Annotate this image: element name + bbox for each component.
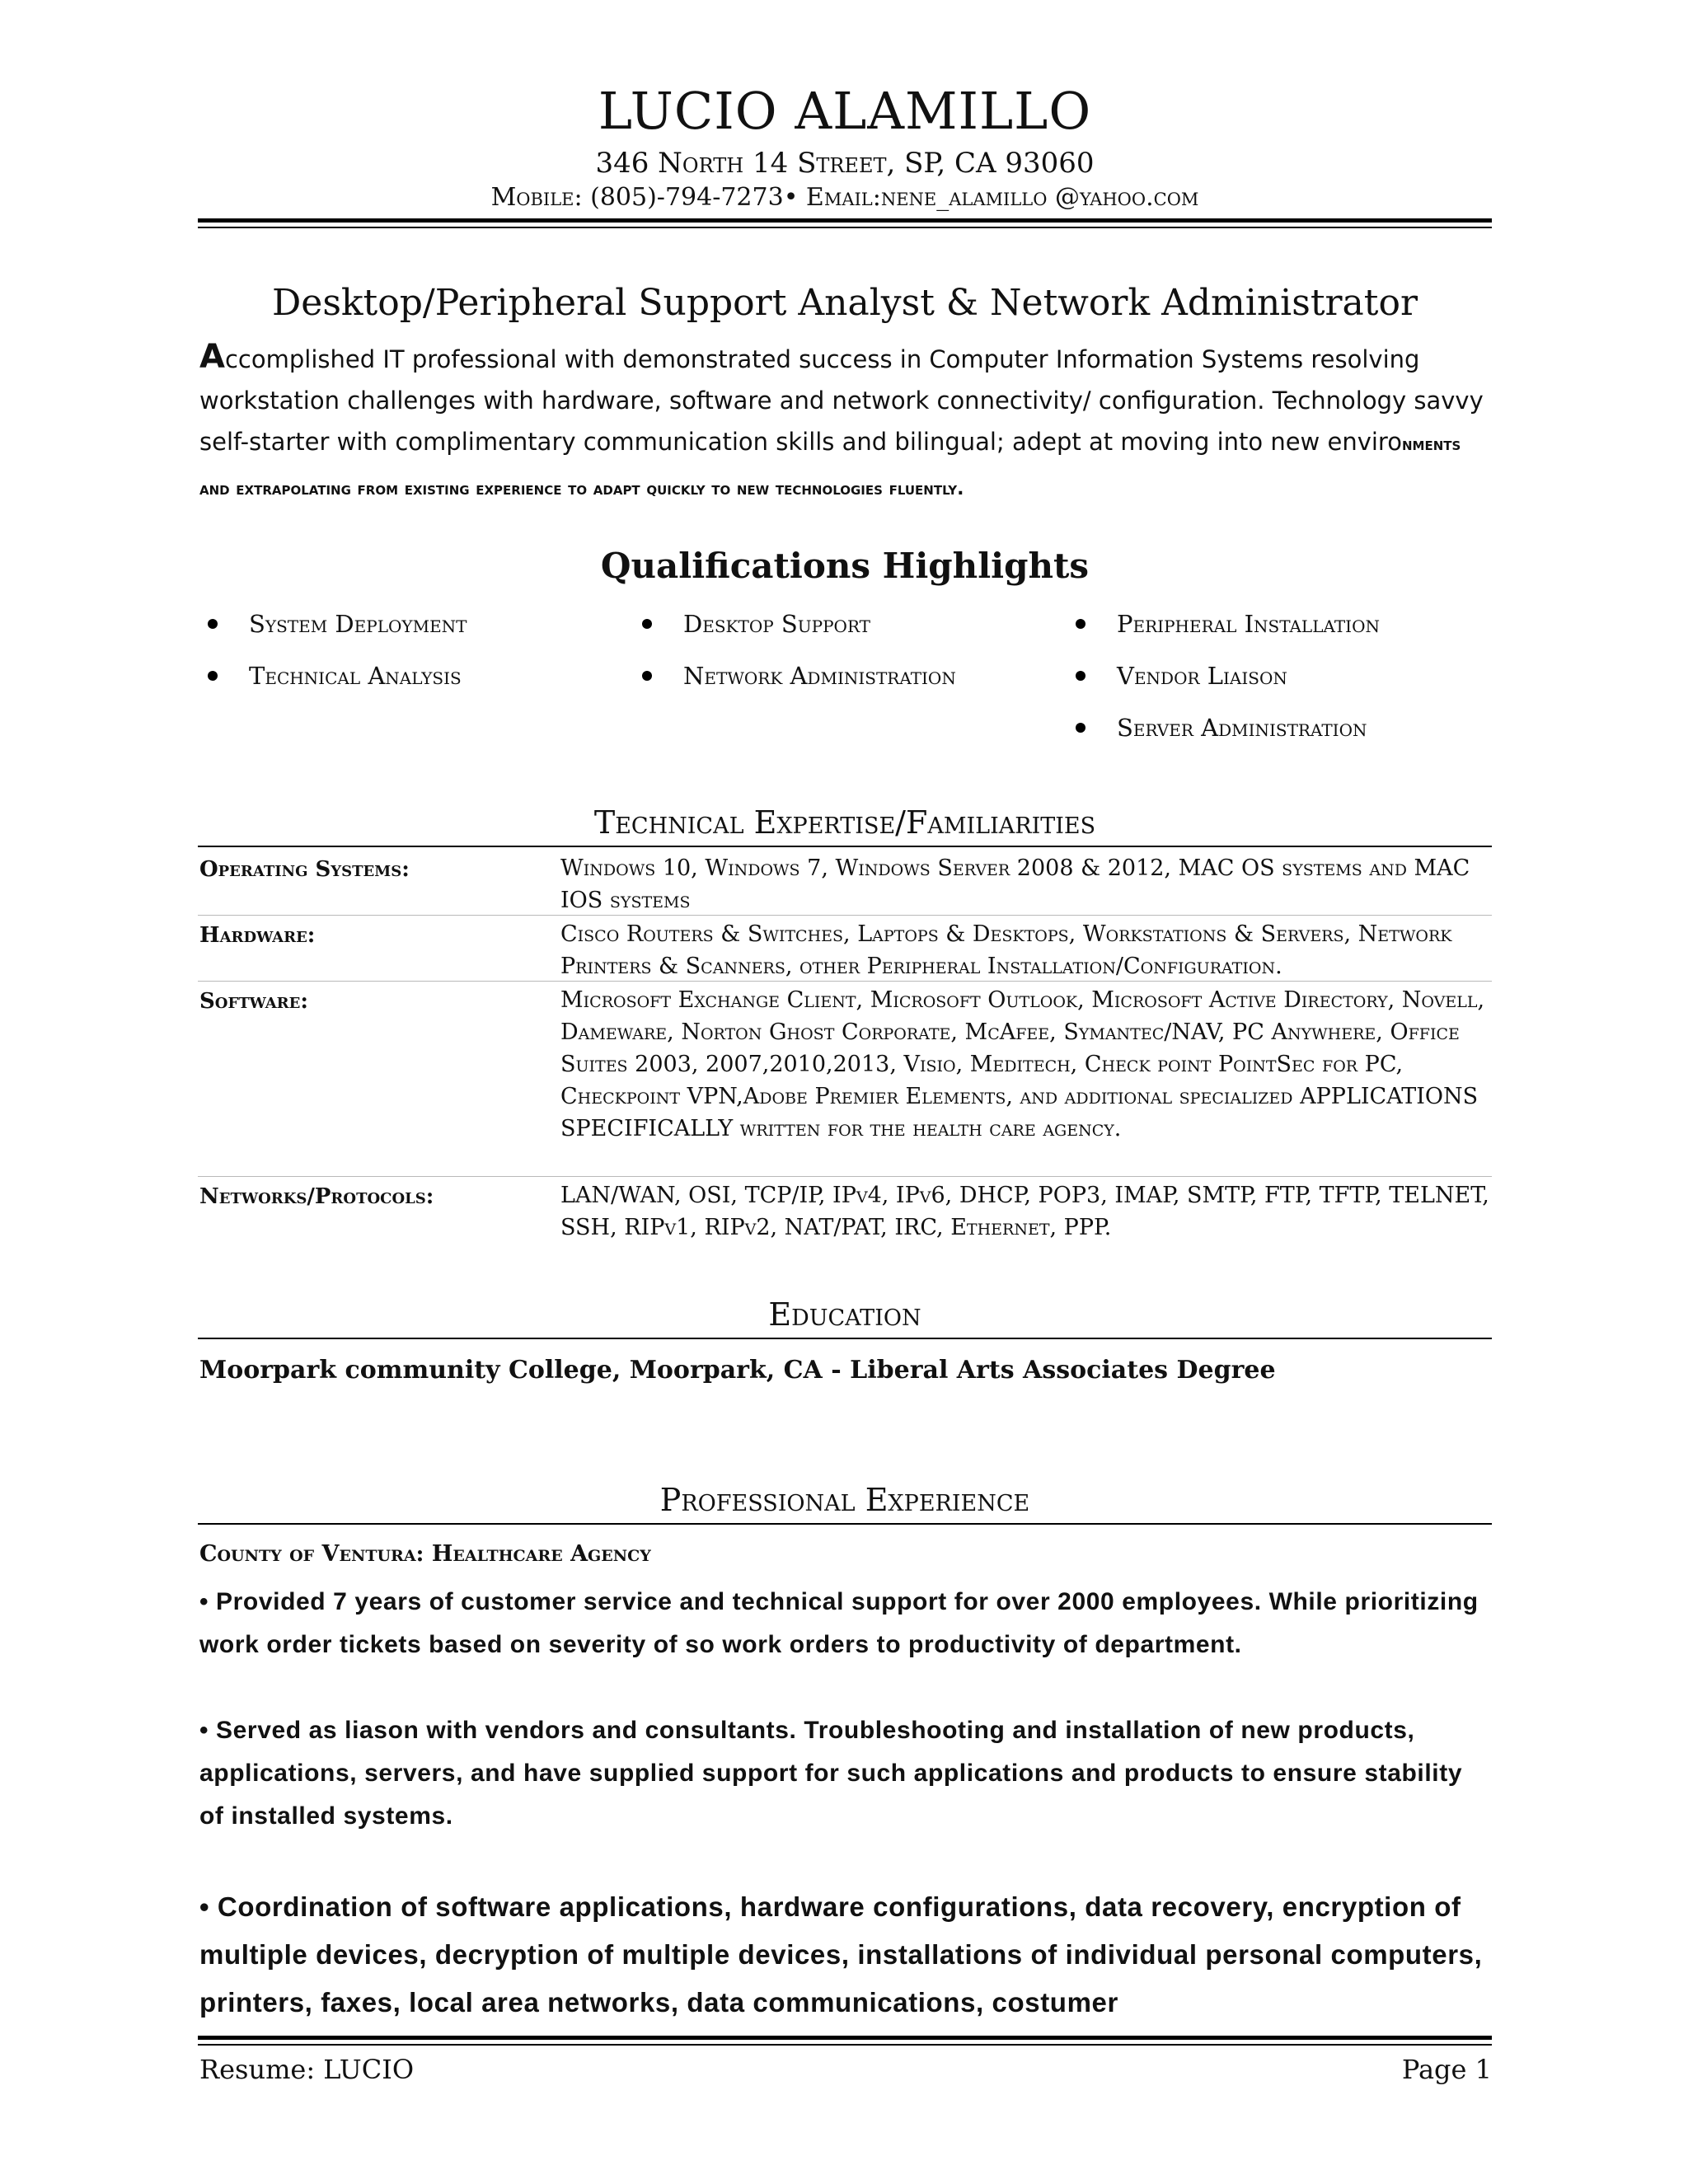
bullet-icon — [642, 619, 652, 629]
summary-body: ccomplished IT professional with demonstrated success in Computer Information Systems resolving workstation challenges with hardware, software and network connectivity/ configuration. Technology savvy self-starter with complimentary communication skills and bilingual; adept at moving into new enviro — [199, 345, 1484, 456]
table-row-label: Software: — [199, 989, 308, 1014]
experience-bullet: • Provided 7 years of customer service and technical support for over 2000 employees. While prioritizing work order tickets based on severity of so work orders to productivity of department. — [199, 1588, 1479, 1658]
technical-rule — [198, 846, 1492, 847]
table-row-label: Hardware: — [199, 923, 316, 948]
education-entry: Moorpark community College, Moorpark, CA - Liberal Arts Associates Degree — [199, 1356, 1276, 1385]
table-row-value: LAN/WAN, OSI, TCP/IP, IPv4, IPv6, DHCP, POP3, IMAP, SMTP, FTP, TFTP, TELNET, SSH, RIPv1, RIPv2, NAT/PAT, IRC, Ethernet, PPP. — [560, 1183, 1489, 1240]
list-item: Server Administration — [1066, 714, 1380, 766]
employer-name: County of Ventura: Healthcare Agency — [199, 1541, 651, 1567]
table-row-label: Operating Systems: — [199, 857, 410, 882]
table-row-label: Networks/Protocols: — [199, 1184, 434, 1209]
contact-line: Mobile: (805)-794-7273• Email:nene_alamillo @yahoo.com — [490, 183, 1199, 212]
experience-bullet: • Coordination of software applications, hardware configurations, data recovery, encryption of multiple devices, decryption of multiple devices, installations of individual personal computers, printers, faxes, local area networks, data communications, costumer — [199, 1891, 1483, 2018]
qualifications-column-2 — [632, 610, 956, 714]
list-item: Desktop Support — [632, 610, 956, 662]
table-divider — [198, 915, 1492, 916]
list-item: Network Administration — [632, 662, 956, 714]
summary — [199, 336, 1492, 510]
summary-drop-cap: A — [199, 338, 225, 376]
footer-rule-top — [198, 2036, 1492, 2040]
experience-bullet: • Served as liason with vendors and consultants. Troubleshooting and installation of new products, applications, servers, and have supplied support for such applications and products to ensure stability of installed systems. — [199, 1717, 1463, 1830]
table-row-value: Windows 10, Windows 7, Windows Server 2008 & 2012, MAC OS systems and MAC IOS systems — [560, 855, 1470, 913]
list-item: Technical Analysis — [198, 662, 467, 714]
table-row-value: Cisco Routers & Switches, Laptops & Desktops, Workstations & Servers, Network Printers & Scanners, other Peripheral Installation/Configuration. — [560, 921, 1452, 979]
candidate-name: LUCIO ALAMILLO — [598, 81, 1092, 141]
bullet-icon — [208, 671, 218, 681]
bullet-icon — [642, 671, 652, 681]
resume-page — [198, 0, 1492, 2184]
headline: Desktop/Peripheral Support Analyst & Network Administrator — [272, 282, 1418, 324]
experience-title: Professional Experience — [659, 1482, 1030, 1518]
footer-rule-bottom — [198, 2044, 1492, 2046]
list-item: Vendor Liaison — [1066, 662, 1380, 714]
education-rule — [198, 1338, 1492, 1339]
qualifications-column-1 — [198, 610, 467, 714]
technical-title: Technical Expertise/Familiarities — [593, 804, 1096, 841]
bullet-icon — [1076, 619, 1085, 629]
table-divider — [198, 981, 1492, 982]
header-rule-top — [198, 218, 1492, 223]
qualifications-column-3 — [1066, 610, 1380, 766]
header-rule-bottom — [198, 227, 1492, 228]
address: 346 North 14 Street, SP, CA 93060 — [595, 147, 1095, 180]
page-number: Page 1 — [1401, 2054, 1492, 2085]
bullet-icon — [1076, 671, 1085, 681]
footer-resume-label: Resume: LUCIO — [199, 2054, 415, 2085]
table-row-value: Microsoft Exchange Client, Microsoft Outlook, Microsoft Active Directory, Novell, Dameware, Norton Ghost Corporate, McAfee, Symantec/NAV, PC Anywhere, Office Suites 2003, 2007,2010,2013, Visio, Meditech, Check point PointSec for PC, Checkpoint VPN,Adobe Premier Elements, and additional specialized APPLICATIONS SPECIFICALLY written for the health care agency. — [560, 987, 1485, 1141]
summary-tail: nments and extrapolating from existing experience to adapt quickly to new technologies fluently. — [199, 434, 1461, 499]
qualifications-title: Qualifications Highlights — [600, 546, 1090, 586]
education-title: Education — [768, 1296, 921, 1333]
bullet-icon — [208, 619, 218, 629]
bullet-icon — [1076, 723, 1085, 733]
list-item: Peripheral Installation — [1066, 610, 1380, 662]
experience-rule — [198, 1523, 1492, 1525]
table-divider — [198, 1176, 1492, 1177]
list-item: System Deployment — [198, 610, 467, 662]
